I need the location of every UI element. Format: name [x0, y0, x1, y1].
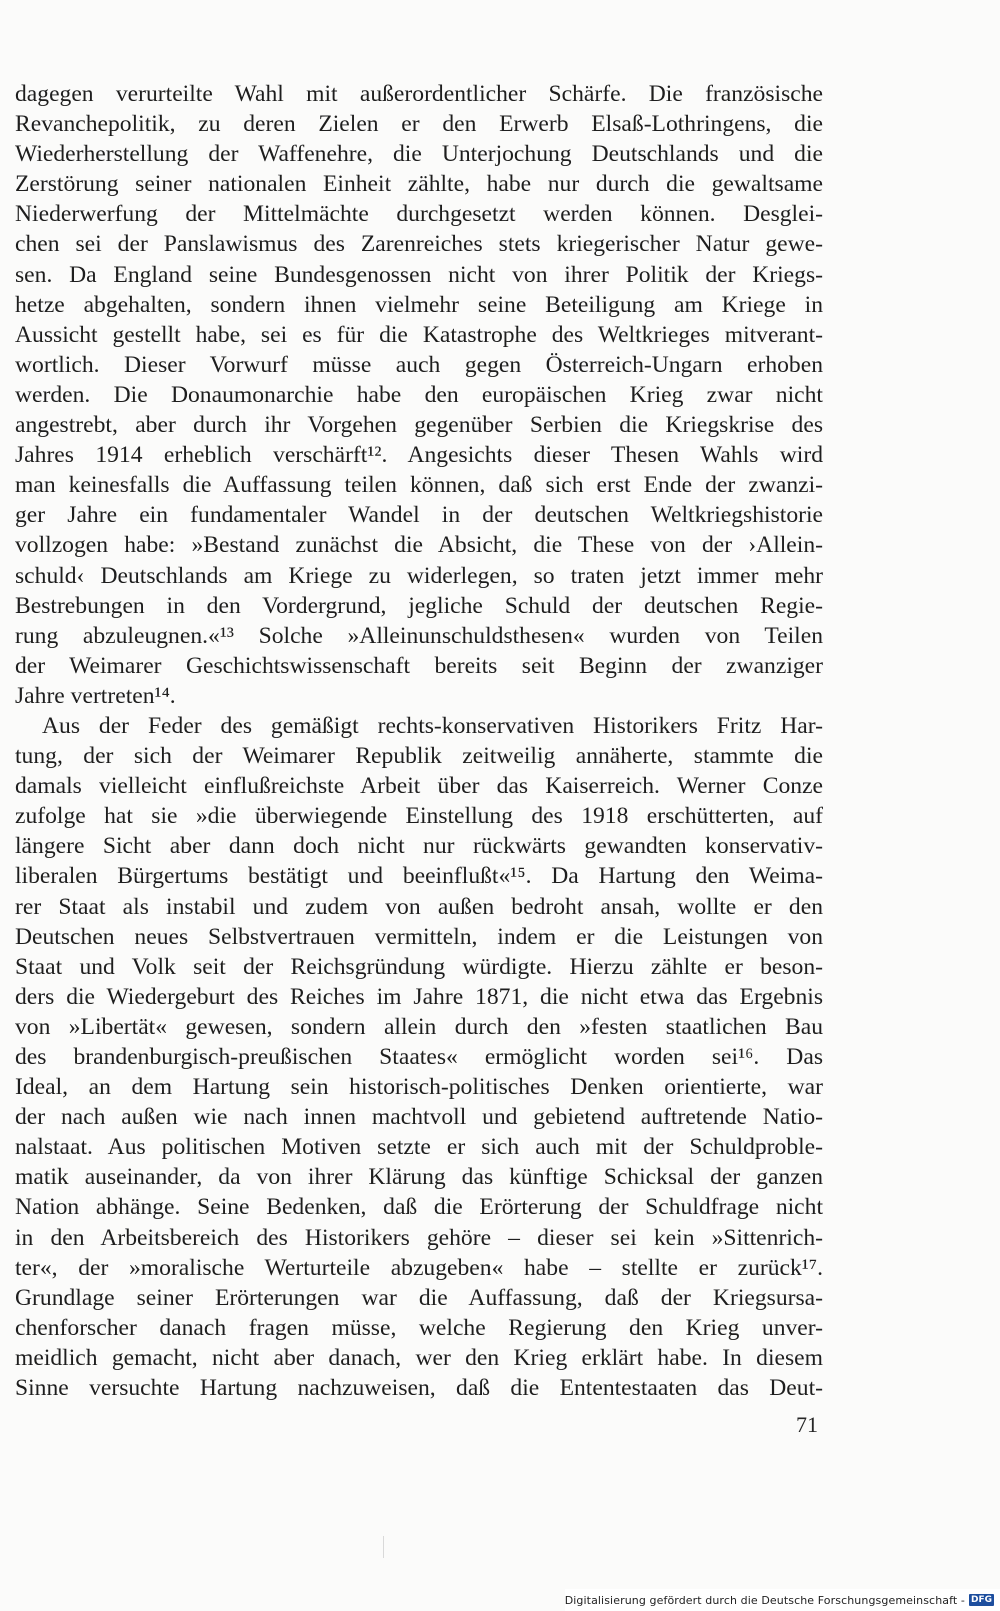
- text-line: Bestrebungen in den Vordergrund, jegliche Schuld der deutschen Regie-: [15, 592, 823, 619]
- text-line: längere Sicht aber dann doch nicht nur rückwärts gewandten konservativ-: [15, 833, 823, 860]
- text-line: damals vielleicht einflußreichste Arbeit über das Kaiserreich. Werner Conze: [15, 773, 823, 800]
- text-line: Sinne versuchte Hartung nachzuweisen, daß die Ententestaaten das Deut-: [15, 1375, 823, 1402]
- text-line: werden. Die Donaumonarchie habe den europäischen Krieg zwar nicht: [15, 381, 823, 408]
- text-line: der nach außen wie nach innen machtvoll und gebietend auftretende Natio-: [15, 1104, 823, 1131]
- text-line: von »Libertät« gewesen, sondern allein durch den »festen staatlichen Bau: [15, 1013, 823, 1040]
- text-line: in den Arbeitsbereich des Historikers gehöre – dieser sei kein »Sittenrich-: [15, 1224, 823, 1251]
- text-line: ter«, der »moralische Werturteile abzugeben« habe – stellte er zurück¹⁷.: [15, 1254, 823, 1281]
- text-line: vollzogen habe: »Bestand zunächst die Absicht, die These von der ›Allein-: [15, 532, 823, 559]
- text-line: nalstaat. Aus politischen Motiven setzte er sich auch mit der Schuldproble-: [15, 1134, 823, 1161]
- text-line: der Weimarer Geschichtswissenschaft bereits seit Beginn der zwanziger: [15, 652, 823, 679]
- text-line: Staat und Volk seit der Reichsgründung würdigte. Hierzu zählte er beson-: [15, 953, 823, 980]
- text-line: meidlich gemacht, nicht aber danach, wer den Krieg erklärt habe. In diesem: [15, 1344, 823, 1371]
- text-line: Grundlage seiner Erörterungen war die Auffassung, daß der Kriegsursa-: [15, 1284, 823, 1311]
- text-line: zufolge hat sie »die überwiegende Einstellung des 1918 erschütterten, auf: [15, 803, 823, 830]
- page-number: 71: [796, 1412, 818, 1437]
- text-line: schuld‹ Deutschlands am Kriege zu widerlegen, so traten jetzt immer mehr: [15, 562, 823, 589]
- text-line: matik auseinander, da von ihrer Klärung das künftige Schicksal der ganzen: [15, 1164, 823, 1191]
- text-line: liberalen Bürgertums bestätigt und beeinflußt«¹⁵. Da Hartung den Weima-: [15, 863, 823, 890]
- body-text: [15, 79, 823, 1403]
- text-line: ger Jahre ein fundamentaler Wandel in der deutschen Weltkriegshistorie: [15, 502, 823, 529]
- text-line: Nation abhänge. Seine Bedenken, daß die Erörterung der Schuldfrage nicht: [15, 1194, 823, 1221]
- text-line: ders die Wiedergeburt des Reiches im Jahre 1871, die nicht etwa das Ergebnis: [15, 983, 823, 1010]
- credit-text: Digitalisierung gefördert durch die Deutsche Forschungsgemeinschaft -: [564, 1593, 965, 1607]
- text-line: Niederwerfung der Mittelmächte durchgesetzt werden können. Desglei-: [15, 201, 823, 228]
- text-line: Wiederherstellung der Waffenehre, die Unterjochung Deutschlands und die: [15, 141, 823, 168]
- text-line: Aussicht gestellt habe, sei es für die Katastrophe des Weltkrieges mitverant-: [15, 321, 823, 348]
- text-line: angestrebt, aber durch ihr Vorgehen gegenüber Serbien die Kriegskrise des: [15, 412, 823, 439]
- text-line: Jahres 1914 erheblich verschärft¹². Angesichts dieser Thesen Wahls wird: [15, 442, 823, 469]
- text-line: dagegen verurteilte Wahl mit außerordentlicher Schärfe. Die französische: [15, 81, 823, 107]
- text-line: des brandenburgisch-preußischen Staates« ermöglicht worden sei¹⁶. Das: [15, 1044, 823, 1070]
- digitization-credit: [565, 1589, 1000, 1611]
- paragraph-start-line: Aus der Feder des gemäßigt rechts-konservativen Historikers Fritz Har-: [42, 712, 823, 739]
- text-line: wortlich. Dieser Vorwurf müsse auch gegen Österreich-Ungarn erhoben: [15, 351, 823, 378]
- text-line: Deutschen neues Selbstvertrauen vermitteln, indem er die Leistungen von: [15, 923, 823, 950]
- text-line: Ideal, an dem Hartung sein historisch-politisches Denken orientierte, war: [15, 1074, 823, 1101]
- text-line: Zerstörung seiner nationalen Einheit zählte, habe nur durch die gewaltsame: [15, 171, 823, 198]
- text-line: sen. Da England seine Bundesgenossen nicht von ihrer Politik der Kriegs-: [15, 261, 823, 288]
- text-line: rer Staat als instabil und zudem von außen bedroht ansah, wollte er den: [15, 893, 823, 920]
- text-line: tung, der sich der Weimarer Republik zeitweilig annäherte, stammte die: [15, 743, 823, 770]
- dfg-logo: DFG: [970, 1595, 992, 1605]
- paragraph-end-line: Jahre vertreten¹⁴.: [15, 682, 176, 709]
- text-line: chenforscher danach fragen müsse, welche Regierung den Krieg unver-: [15, 1314, 823, 1341]
- text-line: hetze abgehalten, sondern ihnen vielmehr seine Beteiligung am Kriege in: [15, 291, 823, 318]
- text-line: Revanchepolitik, zu deren Zielen er den Erwerb Elsaß-Lothringens, die: [15, 111, 823, 138]
- text-line: chen sei der Panslawismus des Zarenreiches stets kriegerischer Natur gewe-: [15, 231, 823, 258]
- text-line: man keinesfalls die Auffassung teilen können, daß sich erst Ende der zwanzi-: [15, 472, 823, 499]
- text-line: rung abzuleugnen.«¹³ Solche »Alleinunschuldsthesen« wurden von Teilen: [15, 622, 823, 649]
- scan-gutter-mark: [383, 1536, 384, 1558]
